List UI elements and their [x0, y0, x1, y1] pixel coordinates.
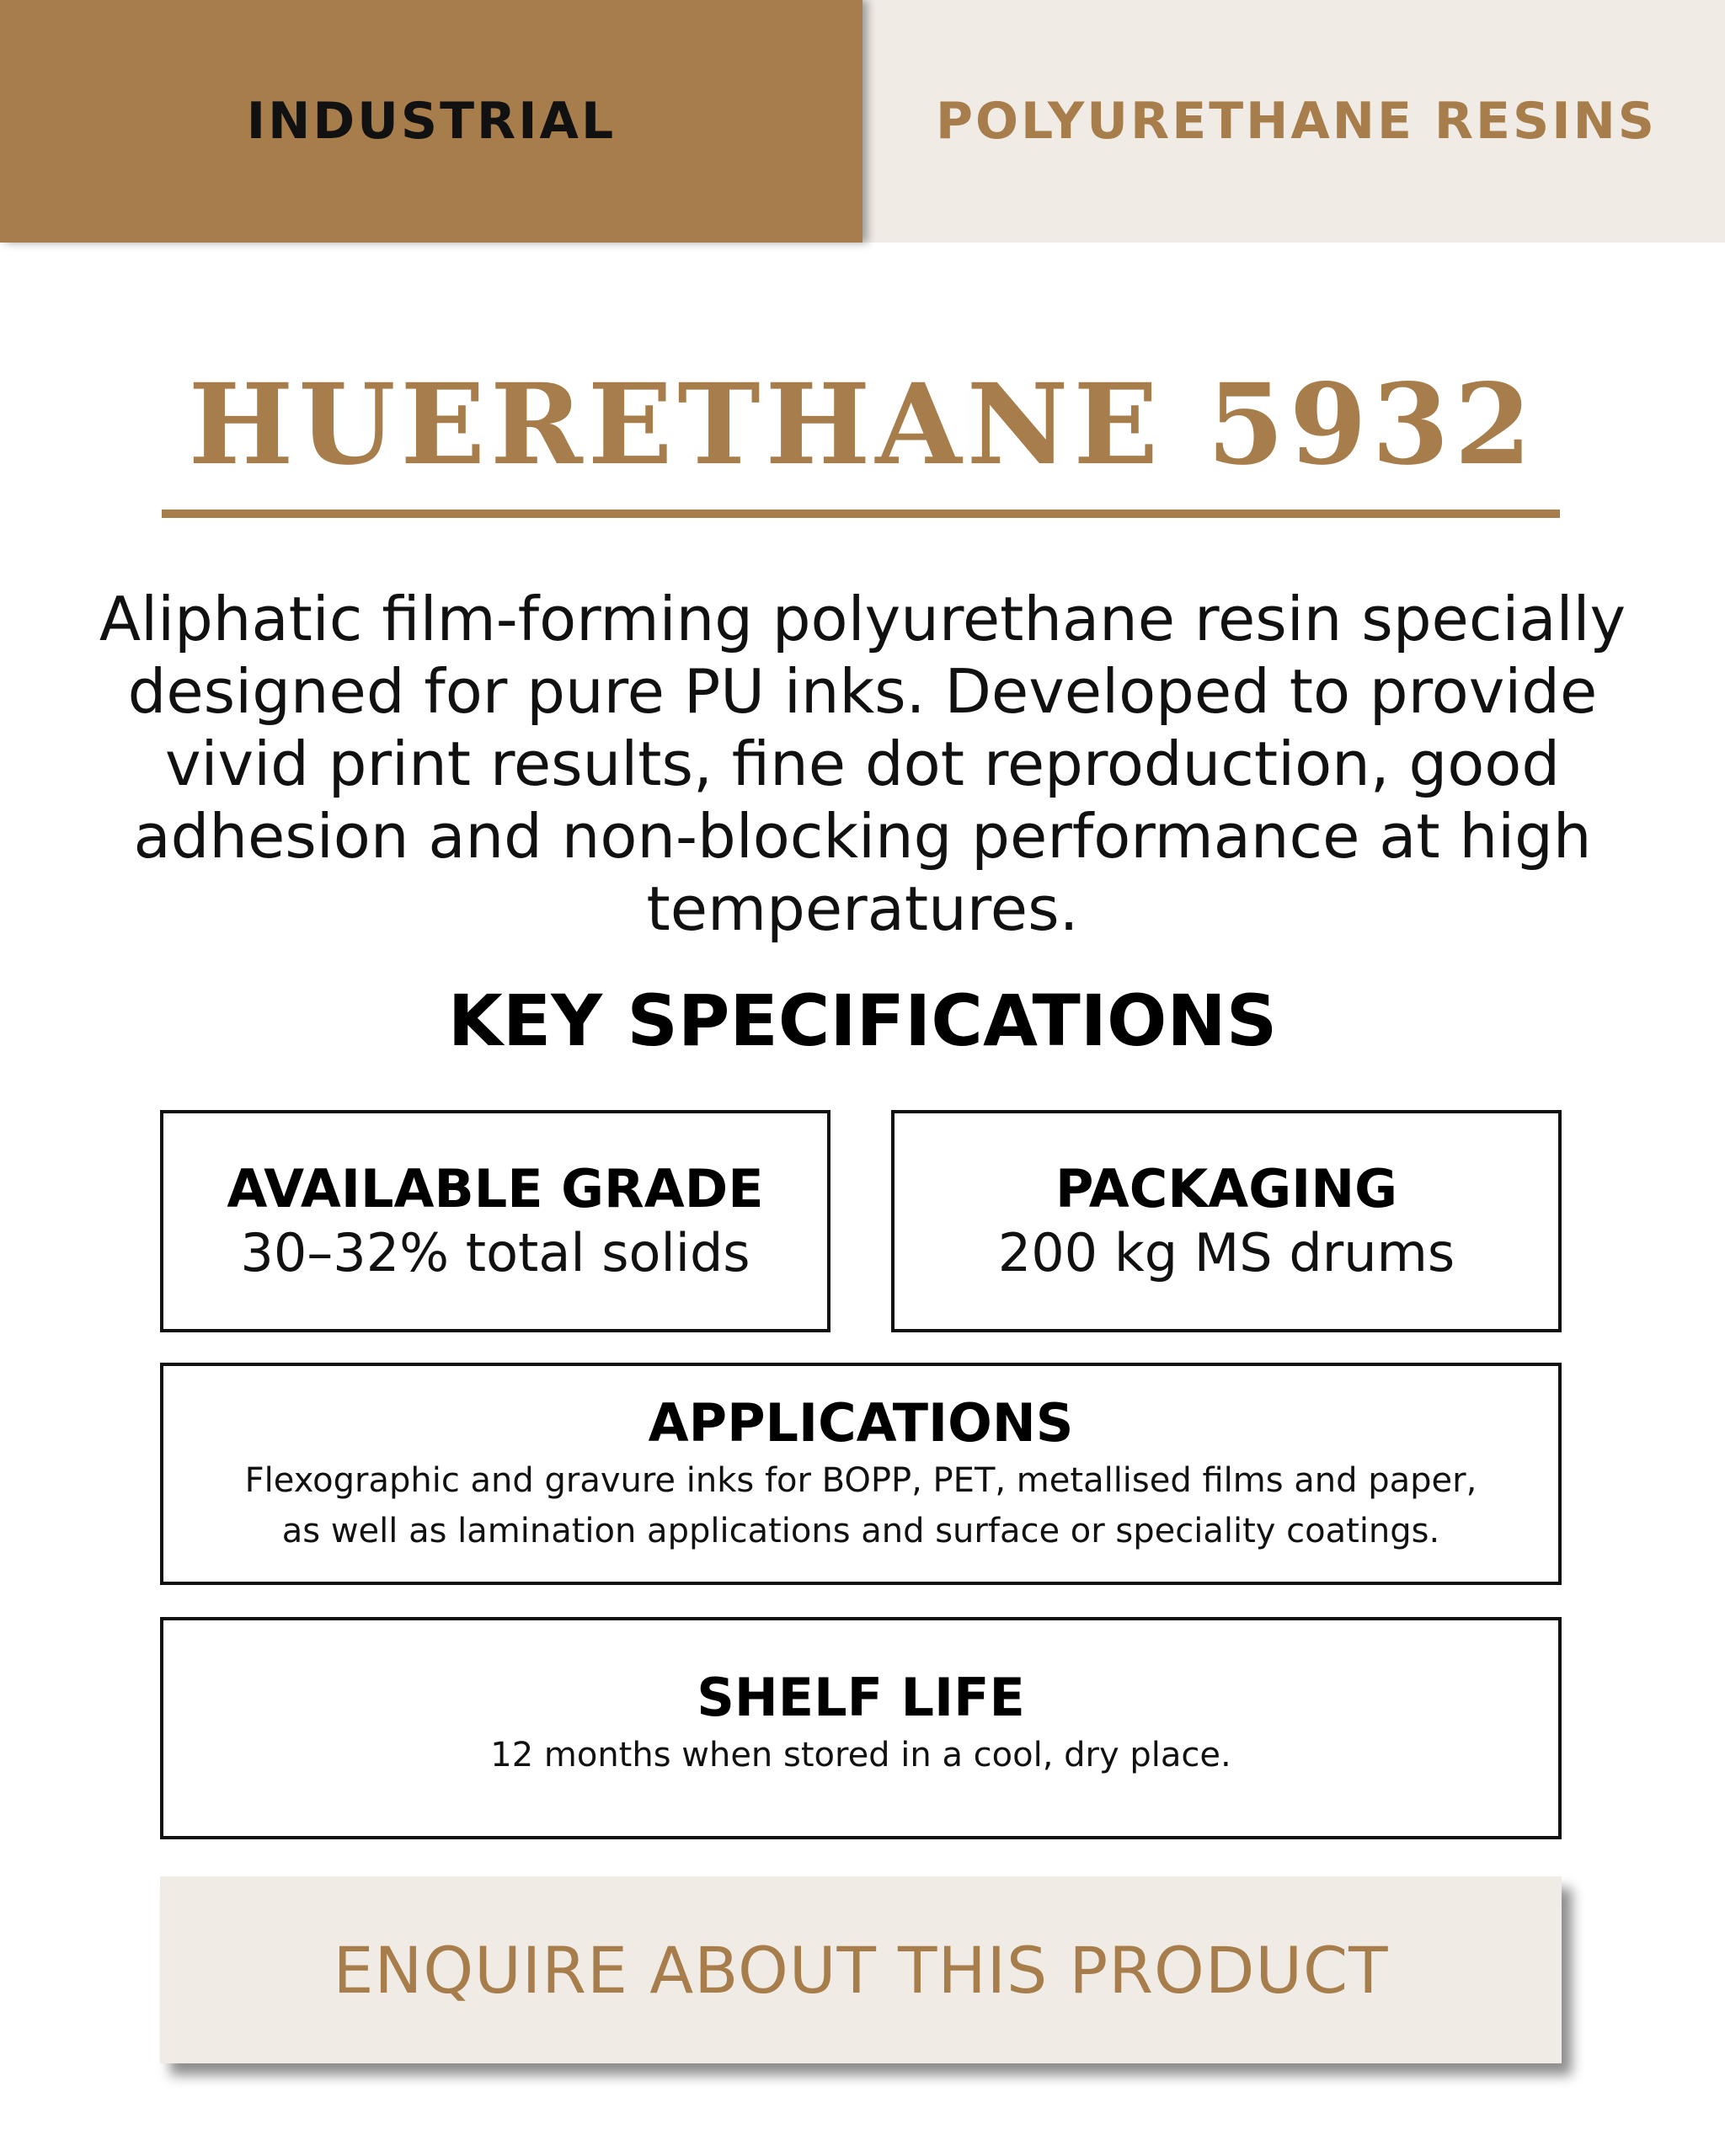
product-title: HUERETHANE 5932 [188, 360, 1537, 490]
packaging-label: PACKAGING [1055, 1158, 1397, 1219]
tab-polyurethane-resins[interactable]: POLYURETHANE RESINS [935, 92, 1658, 151]
shelf-life-value: 12 months when stored in a cool, dry place. [490, 1736, 1231, 1774]
available-grade-card [160, 1110, 830, 1332]
applications-value-line-1: Flexographic and gravure inks for BOPP, PET, metallised films and paper, [244, 1461, 1477, 1500]
applications-card [160, 1363, 1562, 1585]
key-specifications-heading: KEY SPECIFICATIONS [447, 979, 1278, 1062]
shelf-life-card [160, 1617, 1562, 1839]
product-description: Aliphatic film-forming polyurethane resin specially designed for pure PU inks. Developed to provide vivid print results, fine dot reproduction, good adhesion and non-blocking performance at high temperatures. [99, 584, 1626, 944]
available-grade-value: 30–32% total solids [240, 1222, 750, 1283]
tab-industrial[interactable]: INDUSTRIAL [0, 0, 862, 243]
applications-value-line-2: as well as lamination applications and surface or speciality coatings. [281, 1512, 1440, 1550]
shelf-life-label: SHELF LIFE [697, 1667, 1025, 1728]
packaging-card [891, 1110, 1562, 1332]
title-divider [162, 510, 1560, 518]
enquire-button[interactable]: ENQUIRE ABOUT THIS PRODUCT [160, 1876, 1562, 2063]
packaging-value: 200 kg MS drums [997, 1222, 1455, 1283]
applications-label: APPLICATIONS [648, 1392, 1074, 1454]
category-header [0, 0, 1725, 243]
available-grade-label: AVAILABLE GRADE [227, 1158, 764, 1219]
